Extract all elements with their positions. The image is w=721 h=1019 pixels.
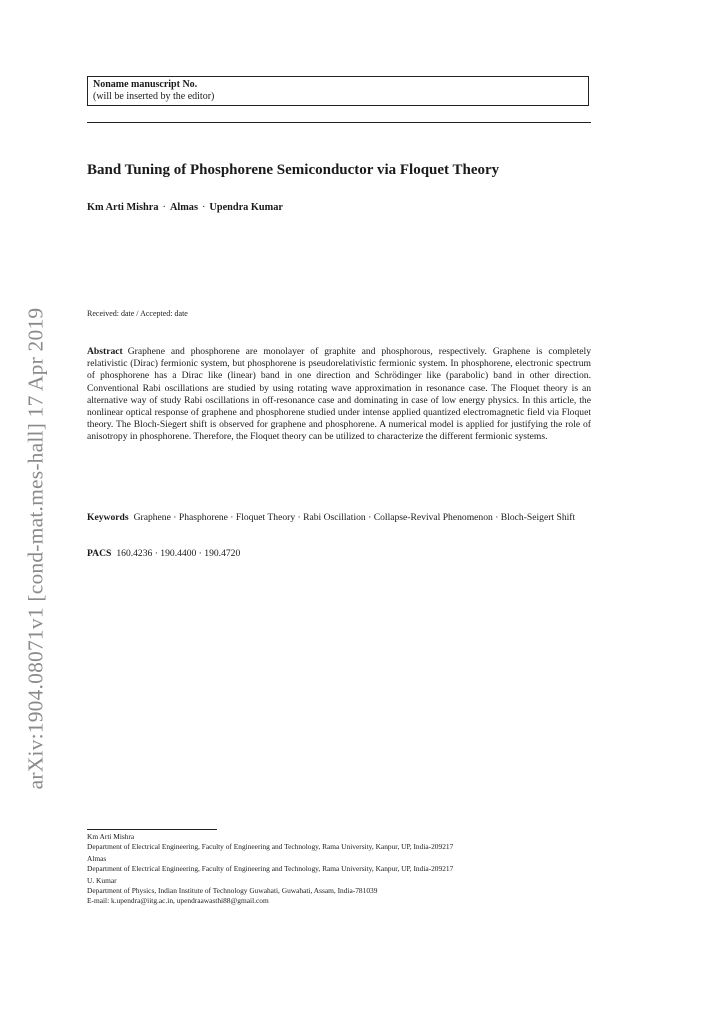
editor-note: (will be inserted by the editor) (93, 91, 215, 102)
affiliation-address: Department of Physics, Indian Institute of Technology Guwahati, Guwahati, Assam, India-781039 (87, 885, 378, 895)
affiliation-block (87, 854, 593, 873)
manuscript-number-label: Noname manuscript No. (93, 79, 198, 90)
author-separator: · (162, 202, 166, 213)
pacs-text: 160.4236 · 190.4400 · 190.4720 (116, 548, 241, 559)
arxiv-side-stamp (8, 262, 64, 834)
author-list (87, 202, 283, 213)
abstract (87, 346, 591, 444)
author-name: Km Arti Mishra (87, 202, 159, 213)
affiliation-address: Department of Electrical Engineering, Faculty of Engineering and Technology, Rama University, Kanpur, UP, India-209217 (87, 863, 454, 873)
footnote-rule (87, 829, 217, 830)
affiliation-address: Department of Electrical Engineering, Faculty of Engineering and Technology, Rama University, Kanpur, UP, India-209217 (87, 841, 454, 851)
affiliation-block (87, 832, 593, 851)
affiliation-name: Almas (87, 854, 107, 864)
arxiv-identifier: arXiv:1904.08071v1 [cond-mat.mes-hall] 17 Apr 2019 (23, 307, 48, 789)
author-separator: · (201, 202, 206, 213)
keywords-label: Keywords (87, 512, 129, 523)
abstract-label: Abstract (87, 346, 123, 357)
affiliation-block (87, 876, 593, 905)
pacs-label: PACS (87, 548, 112, 559)
keywords-text: Graphene · Phasphorene · Floquet Theory · Rabi Oscillation · Collapse-Revival Phenomenon · Bloch-Seigert Shift (133, 512, 576, 523)
affiliation-name: U. Kumar (87, 876, 117, 886)
affiliation-email: E-mail: k.upendra@iitg.ac.in, upendraawasthi88@gmail.com (87, 895, 269, 905)
header-rule (87, 122, 591, 123)
abstract-text: Graphene and phosphorene are monolayer of graphite and phosphorous, respectively. Graphene is completely relativistic (Dirac) fermionic system, but phosphorene is pseudorelativistic fermionic system. In phosphorene, electronic spectrum of phosphorene has a Dirac like (linear) band in one direction and Schrödinger like (parabolic) band in other direction. Conventional Rabi oscillations are studied by using rotating wave approximation in resonance case. The Floquet theory is an alternative way of study Rabi oscillations in off-resonance case and dominating in case of low energy physics. In this article, the nonlinear optical response of graphene and phosphorene studied under intense applied quantized electromagnetic field via Floquet theory. The Bloch-Siegert shift is observed for graphene and phosphorene. A numerical model is applied for justifying the role of anisotropy in phosphorene. Therefore, the Floquet theory can be utilized to characterize the different fermionic systems. (87, 346, 591, 443)
affiliations (87, 832, 593, 908)
pacs-codes (87, 548, 240, 559)
editor-note-box (87, 76, 589, 106)
affiliation-name: Km Arti Mishra (87, 832, 135, 841)
received-date-line: Received: date / Accepted: date (87, 309, 188, 318)
author-name: Almas (169, 202, 198, 213)
author-name: Upendra Kumar (209, 202, 283, 213)
paper-title: Band Tuning of Phosphorene Semiconductor via Floquet Theory (87, 162, 500, 178)
keywords (87, 512, 591, 524)
